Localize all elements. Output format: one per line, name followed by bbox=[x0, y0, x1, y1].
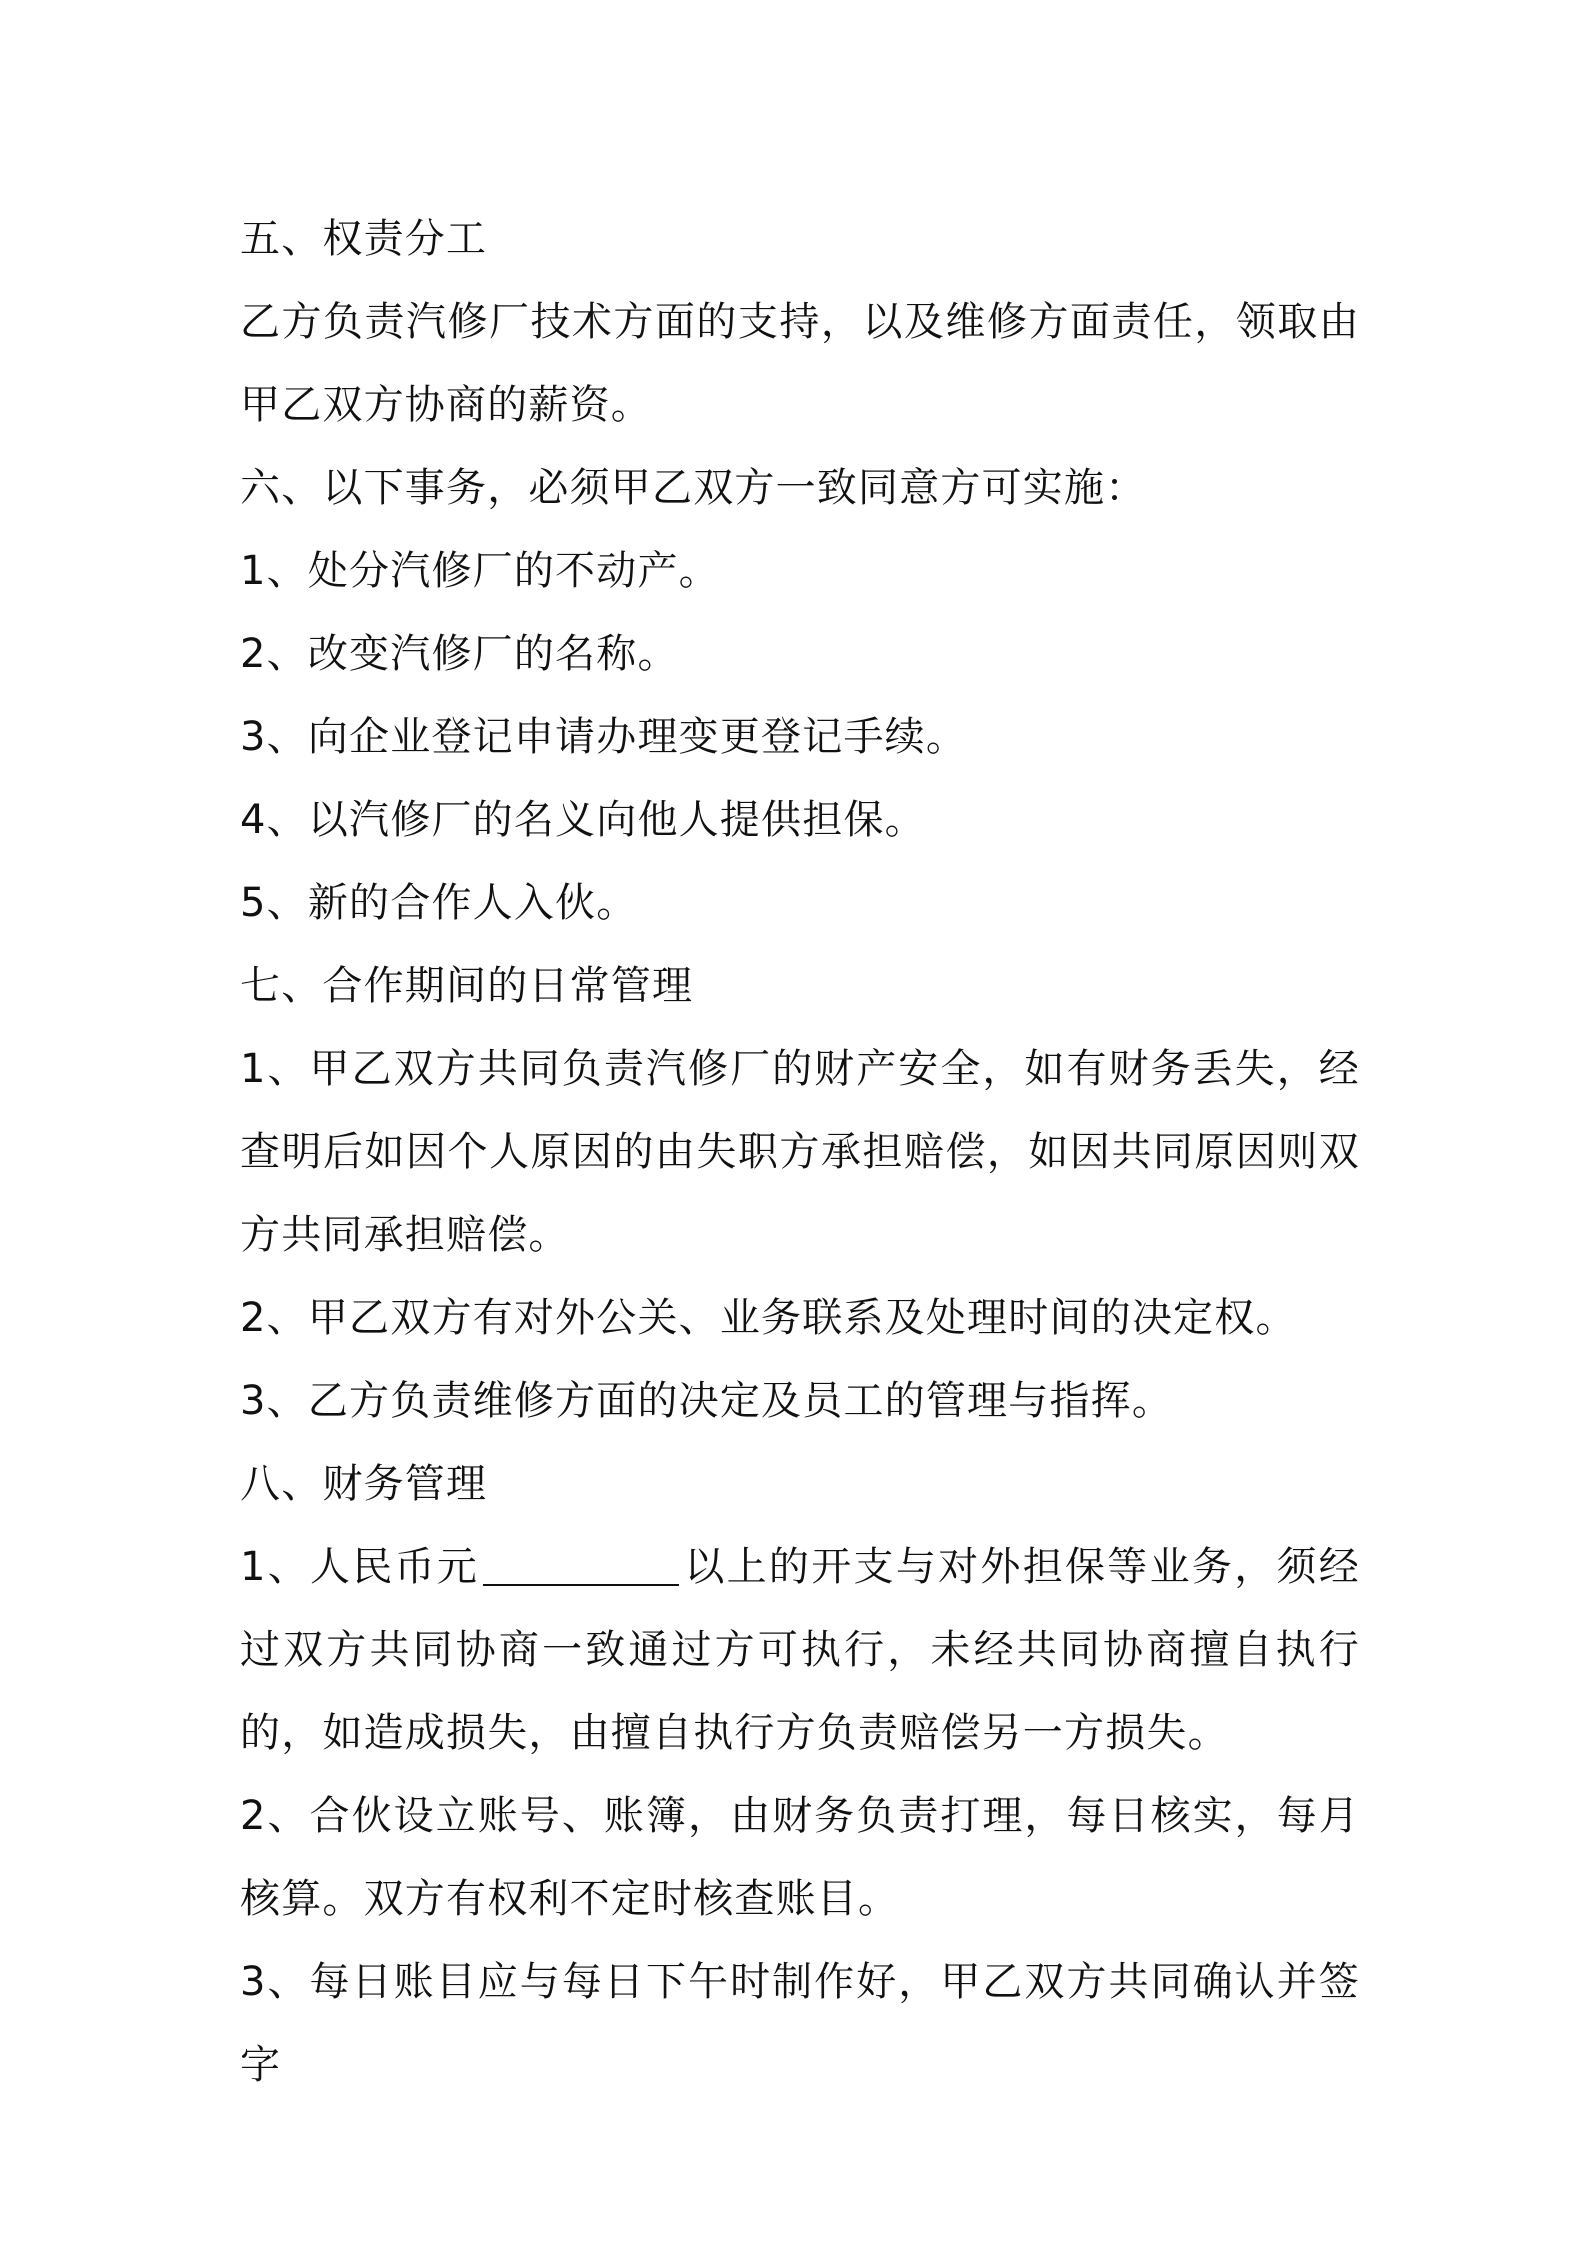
fill-in-blank bbox=[483, 1544, 679, 1586]
document-body bbox=[240, 198, 1360, 2107]
section-heading-6: 六、以下事务，必须甲乙双方一致同意方可实施： bbox=[240, 465, 1147, 511]
list-item-8-3: 3、每日账目应与每日下午时制作好，甲乙双方共同确认并签字 bbox=[240, 1959, 1360, 2088]
list-item-7-3: 3、乙方负责维修方面的决定及员工的管理与指挥。 bbox=[240, 1378, 1174, 1424]
list-item-6-3: 3、向企业登记申请办理变更登记手续。 bbox=[240, 714, 968, 760]
list-item-6-1: 1、处分汽修厂的不动产。 bbox=[240, 548, 720, 594]
list-item-6-4: 4、以汽修厂的名义向他人提供担保。 bbox=[240, 797, 926, 843]
list-item-8-2: 2、合伙设立账号、账簿，由财务负责打理，每日核实，每月核算。双方有权利不定时核查账目。 bbox=[240, 1793, 1360, 1922]
list-item-6-5: 5、新的合作人入伙。 bbox=[240, 880, 638, 926]
list-item-7-2: 2、甲乙双方有对外公关、业务联系及处理时间的决定权。 bbox=[240, 1295, 1297, 1341]
section-heading-7: 七、合作期间的日常管理 bbox=[240, 963, 694, 1009]
paragraph-responsibility: 乙方负责汽修厂技术方面的支持，以及维修方面责任，领取由甲乙双方协商的薪资。 bbox=[240, 299, 1360, 428]
list-item-6-2: 2、改变汽修厂的名称。 bbox=[240, 631, 679, 677]
list-item-8-1-after: 以上的开支与对外担保等业务，须经过双方共同协商一致通过方可执行，未经共同协商擅自执行的，如造成损失，由擅自执行方负责赔偿另一方损失。 bbox=[240, 1544, 1360, 1756]
section-heading-5: 五、权责分工 bbox=[240, 216, 488, 262]
list-item-8-1-before: 1、人民币元 bbox=[240, 1544, 480, 1590]
list-item-8-1 bbox=[240, 1526, 1360, 1775]
list-item-7-1: 1、甲乙双方共同负责汽修厂的财产安全，如有财务丢失，经查明后如因个人原因的由失职方承担赔偿，如因共同原因则双方共同承担赔偿。 bbox=[240, 1046, 1360, 1258]
section-heading-8: 八、财务管理 bbox=[240, 1461, 488, 1507]
